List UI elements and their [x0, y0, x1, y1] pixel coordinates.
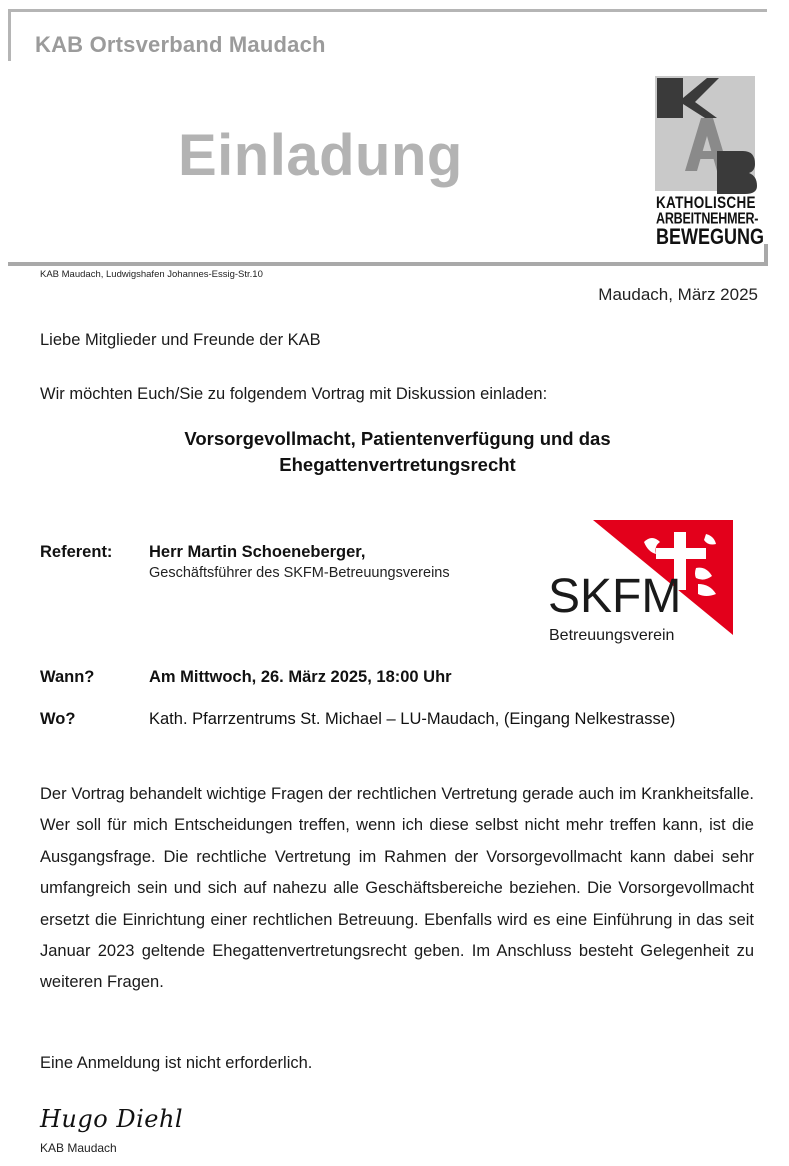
description-paragraph: Der Vortrag behandelt wichtige Fragen der rechtlichen Vertretung gerade auch im Krankheitsfalle. Wer soll für mich Entscheidungen treffen, wenn ich diese selbst nicht mehr treffen kann, ist die Ausgangsfrage. Die rechtliche Vertretung im Rahmen der Vorsorgevollmacht kann dabei sehr umfangreich sein und sich auf nahezu alle Geschäftsbereiche beziehen. Die Vorsorgevollmacht ersetzt die Einrichtung einer rechtlichen Betreuung. Ebenfalls wird es eine Einführung in das seit Januar 2023 geltende Ehegattenvertretungsrecht geben. Im Anschluss besteht Gelegenheit zu weiteren Fragen.: [40, 785, 754, 992]
kab-logo-text: [656, 192, 764, 249]
where-value: Kath. Pfarrzentrums St. Michael – LU-Maudach, (Eingang Nelkestrasse): [149, 710, 676, 728]
sender-address: KAB Maudach, Ludwigshafen Johannes-Essig-Str.10: [40, 269, 263, 280]
date-line: Maudach, März 2025: [598, 285, 758, 304]
kab-logo-line1: KATHOLISCHE: [656, 192, 756, 212]
registration-note: Eine Anmeldung ist nicht erforderlich.: [40, 1054, 313, 1072]
signature-org: KAB Maudach: [40, 1141, 117, 1155]
skfm-logo-name: SKFM: [548, 570, 682, 623]
skfm-logo: [546, 520, 733, 648]
page-title: Einladung: [178, 123, 463, 188]
talk-title-line2: Ehegattenvertretungsrecht: [279, 454, 516, 475]
referent-role: Geschäftsführer des SKFM-Betreuungsvereins: [149, 565, 450, 581]
header-border-top: [8, 9, 767, 12]
header-border-bottom: [8, 262, 768, 266]
kab-logo-line2: ARBEITNEHMER-: [656, 209, 759, 227]
skfm-logo-subtitle: Betreuungsverein: [549, 627, 675, 644]
where-label: Wo?: [40, 710, 76, 728]
talk-title-line1: Vorsorgevollmacht, Patientenverfügung und das: [184, 428, 611, 449]
signature: Hugo Diehl: [40, 1105, 184, 1133]
when-value: Am Mittwoch, 26. März 2025, 18:00 Uhr: [149, 668, 452, 686]
referent-name: Herr Martin Schoeneberger,: [149, 543, 366, 561]
when-label: Wann?: [40, 668, 95, 686]
referent-label: Referent:: [40, 543, 113, 561]
header-border-left: [8, 9, 11, 61]
greeting: Liebe Mitglieder und Freunde der KAB: [40, 331, 321, 349]
organization-name: KAB Ortsverband Maudach: [35, 32, 326, 57]
talk-title: [40, 426, 755, 478]
kab-logo-line3: BEWEGUNG: [656, 223, 764, 249]
header-border-right: [764, 244, 768, 266]
intro-text: Wir möchten Euch/Sie zu folgendem Vortrag mit Diskussion einladen:: [40, 385, 548, 403]
